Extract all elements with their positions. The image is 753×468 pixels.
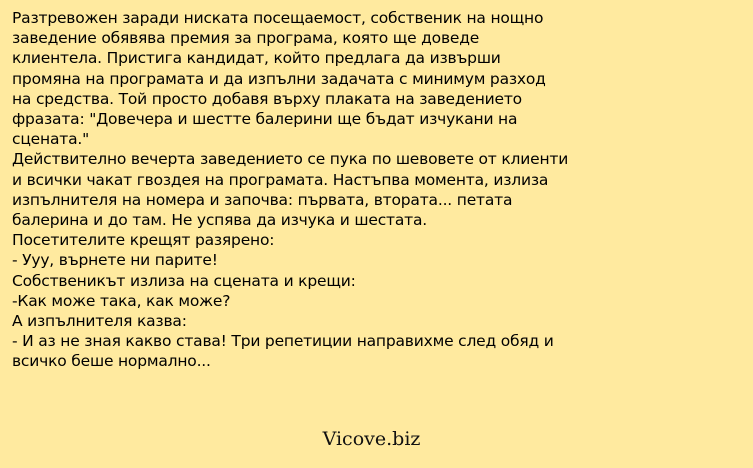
- joke-line: балерина и до там. Не успява да изчука и шестата.: [12, 211, 428, 230]
- joke-line: клиентела. Пристига кандидат, който предлага да извърши: [12, 49, 501, 68]
- joke-line: Собственикът излиза на сцената и крещи:: [12, 271, 356, 290]
- joke-line: А изпълнителя казва:: [12, 312, 187, 331]
- joke-line: - Ууу, върнете ни парите!: [12, 251, 218, 270]
- joke-line: изпълнителя на номера и започва: първата, втората... петата: [12, 190, 513, 209]
- joke-line: Действително вечерта заведението се пука по шевовете от клиенти: [12, 150, 569, 169]
- joke-line: и всички чакат гвоздея на програмата. Настъпва момента, излиза: [12, 170, 549, 189]
- joke-line: промяна на програмата и да изпълни задачата с минимум разход: [12, 69, 546, 88]
- joke-line: на средства. Той просто добавя върху плаката на заведението: [12, 89, 522, 108]
- joke-line: Разтревожен заради ниската посещаемост, собственик на нощно: [12, 9, 544, 27]
- joke-line: сцената.": [12, 130, 90, 149]
- joke-line: всичко беше нормално...: [12, 352, 211, 371]
- joke-line: Посетителите крещят разярено:: [12, 231, 275, 250]
- joke-line: -Как може така, как може?: [12, 291, 231, 310]
- joke-text: [12, 8, 747, 372]
- joke-line: заведение обявява премия за програма, която ще доведе: [12, 29, 480, 48]
- joke-line: - И аз не зная какво става! Три репетиции направихме след обяд и: [12, 332, 554, 351]
- site-watermark: Vicove.biz: [322, 428, 421, 450]
- joke-line: фразата: "Довечера и шестте балерини ще бъдат изчукани на: [12, 110, 518, 129]
